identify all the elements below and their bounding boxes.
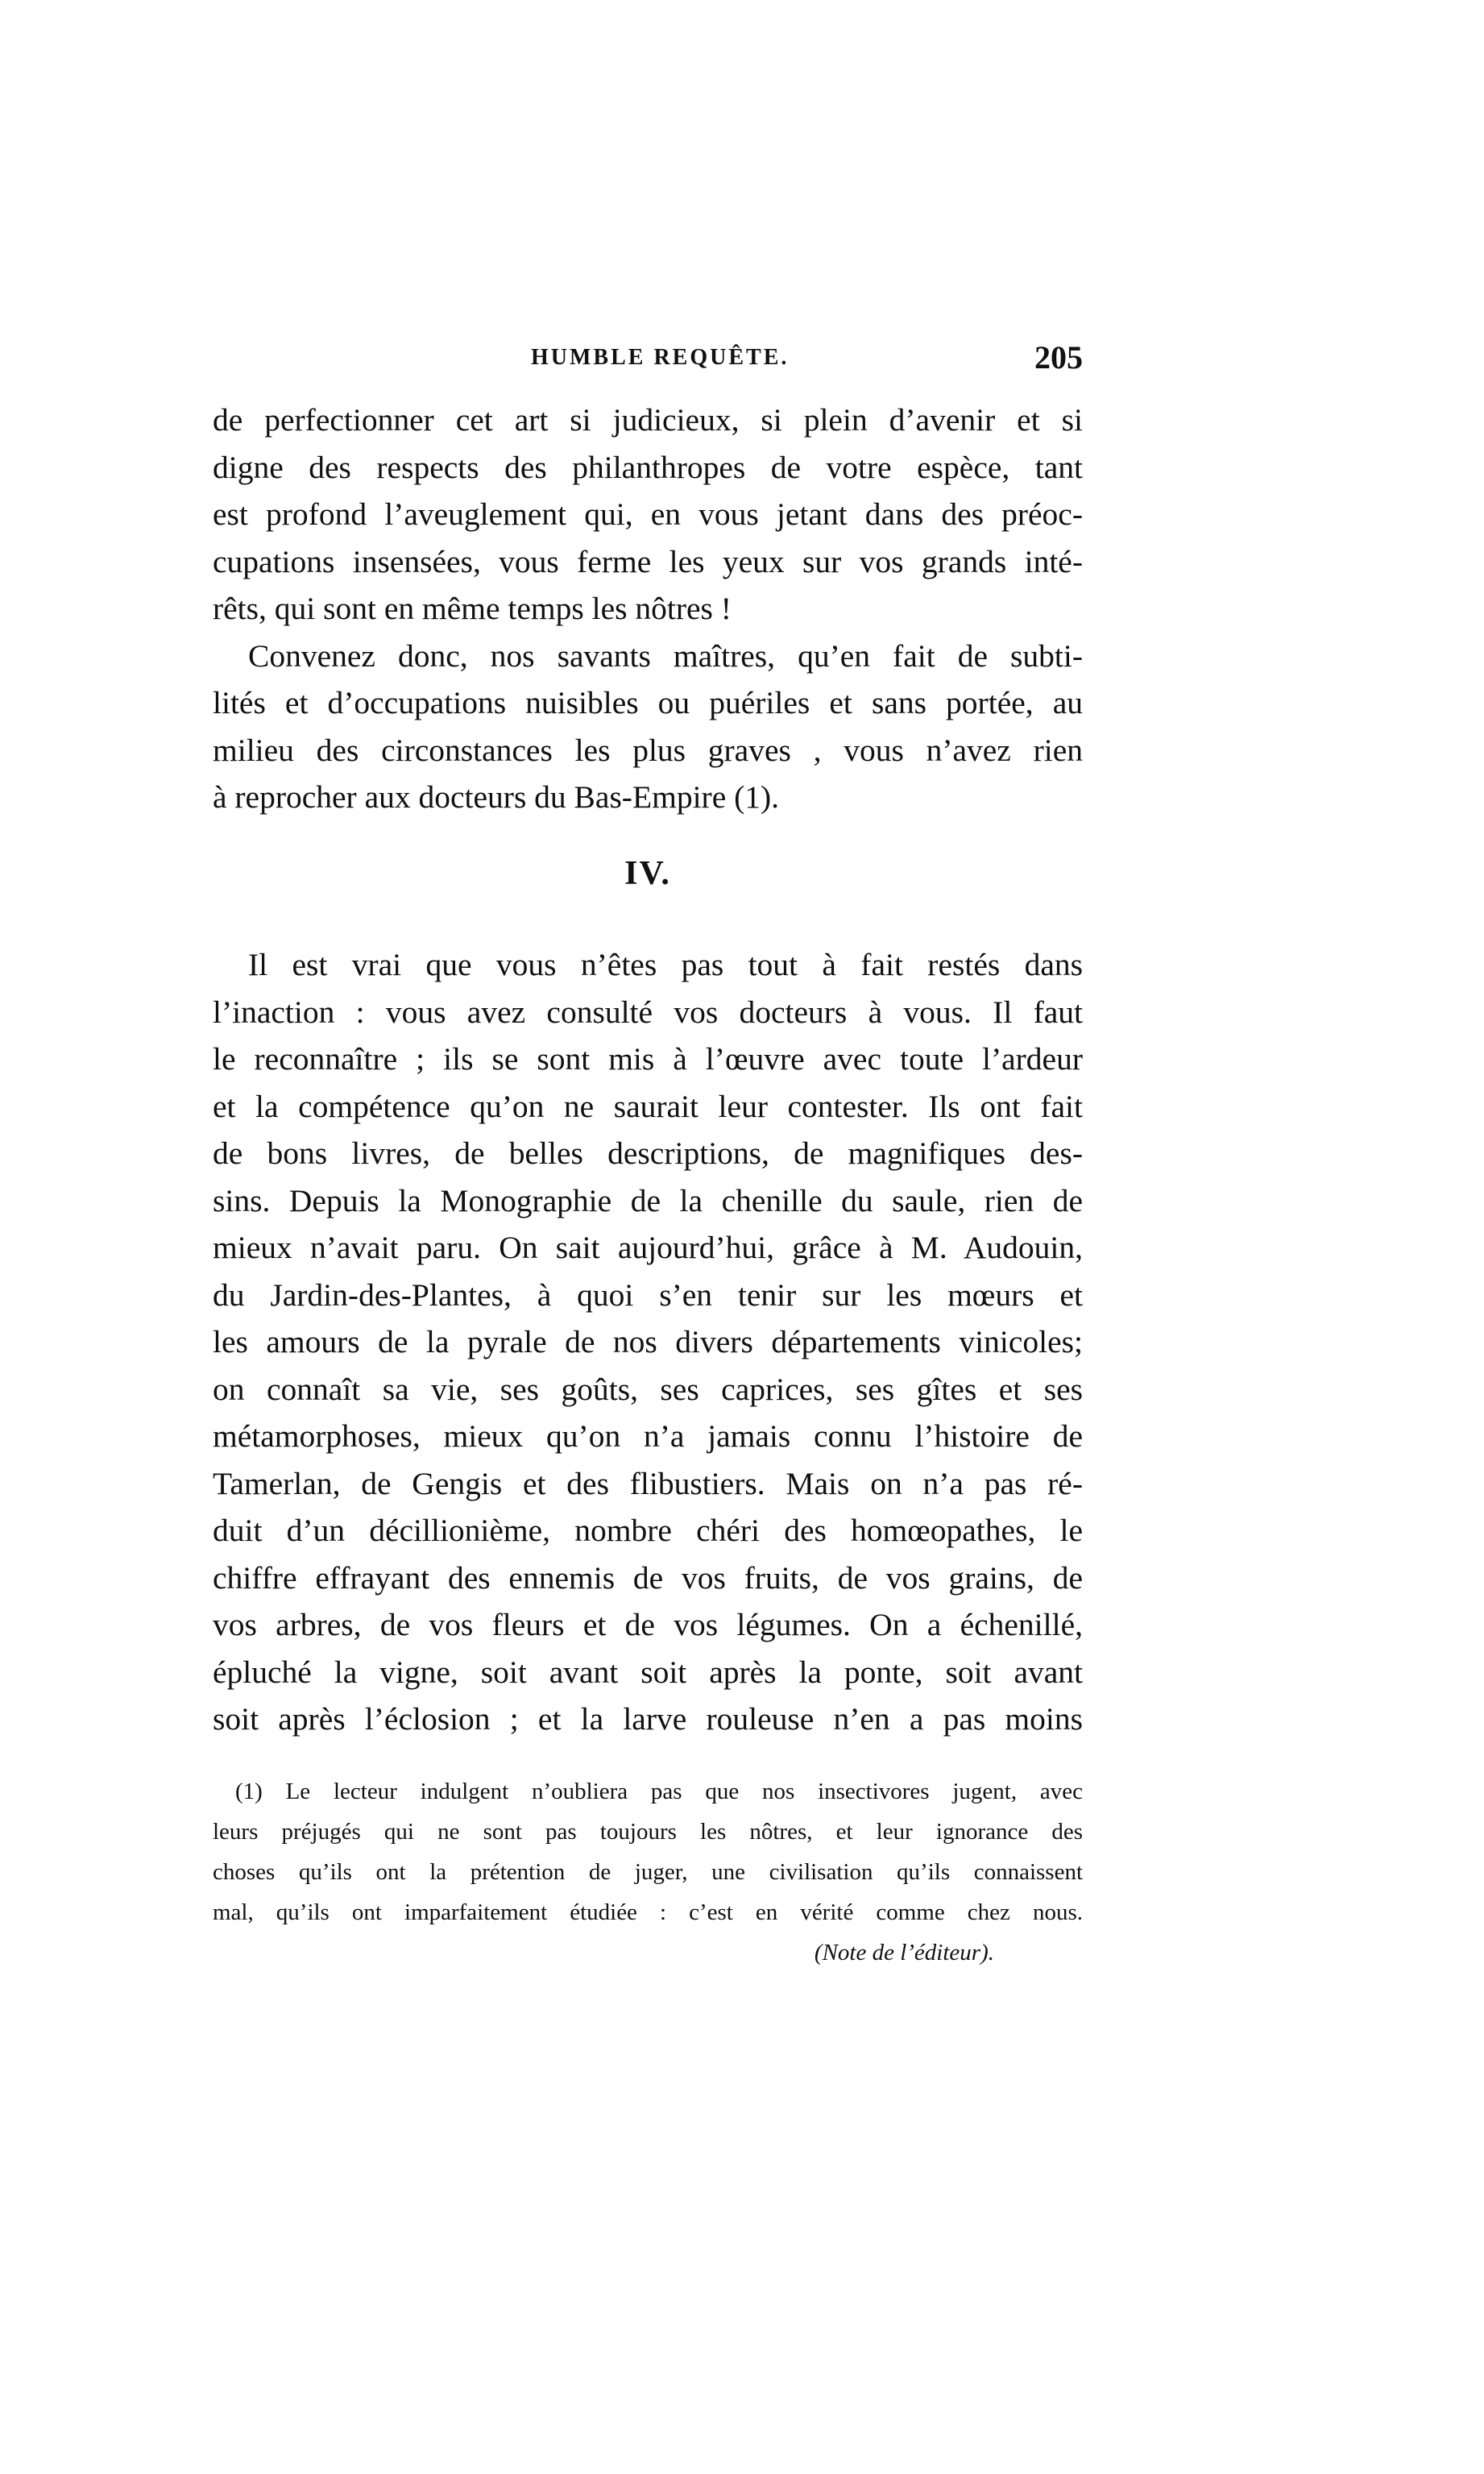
text-line: est profond l’aveuglement qui, en vous jetant dans des préoc- (213, 496, 1083, 532)
text-line: de bons livres, de belles descriptions, de magnifiques des- (213, 1135, 1083, 1171)
text-line: on connaît sa vie, ses goûts, ses caprices, ses gîtes et ses (213, 1371, 1083, 1407)
text-line: cupations insensées, vous ferme les yeux sur vos grands inté- (213, 543, 1083, 579)
running-title: HUMBLE REQUÊTE. (531, 345, 790, 370)
section-heading: IV. (624, 855, 671, 892)
text-block-upper (213, 396, 1083, 821)
footnote-line: choses qu’ils ont la prétention de juger, une civilisation qu’ils connaissent (213, 1859, 1083, 1885)
page-number: 205 (1034, 339, 1083, 376)
text-line: le reconnaître ; ils se sont mis à l’œuvre avec toute l’ardeur (213, 1041, 1083, 1077)
footnote-line: mal, qu’ils ont imparfaitement étudiée : c’est en vérité comme chez nous. (213, 1899, 1083, 1925)
text-line: duit d’un décillionième, nombre chéri des homœopathes, le (213, 1513, 1083, 1548)
text-line: Tamerlan, de Gengis et des flibustiers. Mais on n’a pas ré- (213, 1465, 1083, 1501)
paragraph-continuation (213, 396, 1083, 633)
text-block-lower (213, 941, 1083, 1743)
text-line: rêts, qui sont en même temps les nôtres ! (213, 591, 732, 626)
text-line: digne des respects des philanthropes de votre espèce, tant (213, 449, 1083, 485)
text-line: du Jardin-des-Plantes, à quoi s’en tenir sur les mœurs et (213, 1276, 1083, 1313)
text-line: à reprocher aux docteurs du Bas-Empire (1). (213, 779, 780, 815)
text-line: mieux n’avait paru. On sait aujourd’hui, grâce à M. Audouin, (213, 1230, 1083, 1265)
text-line: vos arbres, de vos fleurs et de vos légumes. On a échenillé, (213, 1607, 1083, 1642)
paragraph-section-iv (213, 941, 1083, 1743)
running-header (213, 338, 1083, 387)
text-line: Convenez donc, nos savants maîtres, qu’en fait de subti- (248, 637, 1083, 674)
text-line: soit après l’éclosion ; et la larve rouleuse n’en a pas moins (213, 1701, 1083, 1737)
text-line: lités et d’occupations nuisibles ou puériles et sans portée, au (213, 685, 1083, 720)
text-line: les amours de la pyrale de nos divers départements vinicoles; (213, 1324, 1083, 1359)
text-line: épluché la vigne, soit avant soit après la ponte, soit avant (213, 1654, 1083, 1690)
text-line: l’inaction : vous avez consulté vos docteurs à vous. Il faut (213, 994, 1083, 1030)
text-line: sins. Depuis la Monographie de la chenille du saule, rien de (213, 1182, 1083, 1218)
text-line: chiffre effrayant des ennemis de vos fruits, de vos grains, de (213, 1559, 1083, 1596)
paragraph-convenez (213, 633, 1083, 821)
footnote (213, 1771, 1083, 1973)
text-line: métamorphoses, mieux qu’on n’a jamais connu l’histoire de (213, 1418, 1083, 1454)
text-line: de perfectionner cet art si judicieux, si plein d’avenir et si (213, 402, 1083, 438)
text-line: et la compétence qu’on ne saurait leur contester. Ils ont fait (213, 1088, 1083, 1124)
text-line: Il est vrai que vous n’êtes pas tout à fait restés dans (248, 947, 1083, 982)
footnote-line: (1) Le lecteur indulgent n’oubliera pas que nos insectivores jugent, avec (235, 1779, 1083, 1804)
text-line: milieu des circonstances les plus graves , vous n’avez rien (213, 732, 1083, 768)
footnote-attribution: (Note de l’éditeur). (814, 1940, 994, 1966)
footnote-line: leurs préjugés qui ne sont pas toujours les nôtres, et leur ignorance des (213, 1819, 1083, 1845)
